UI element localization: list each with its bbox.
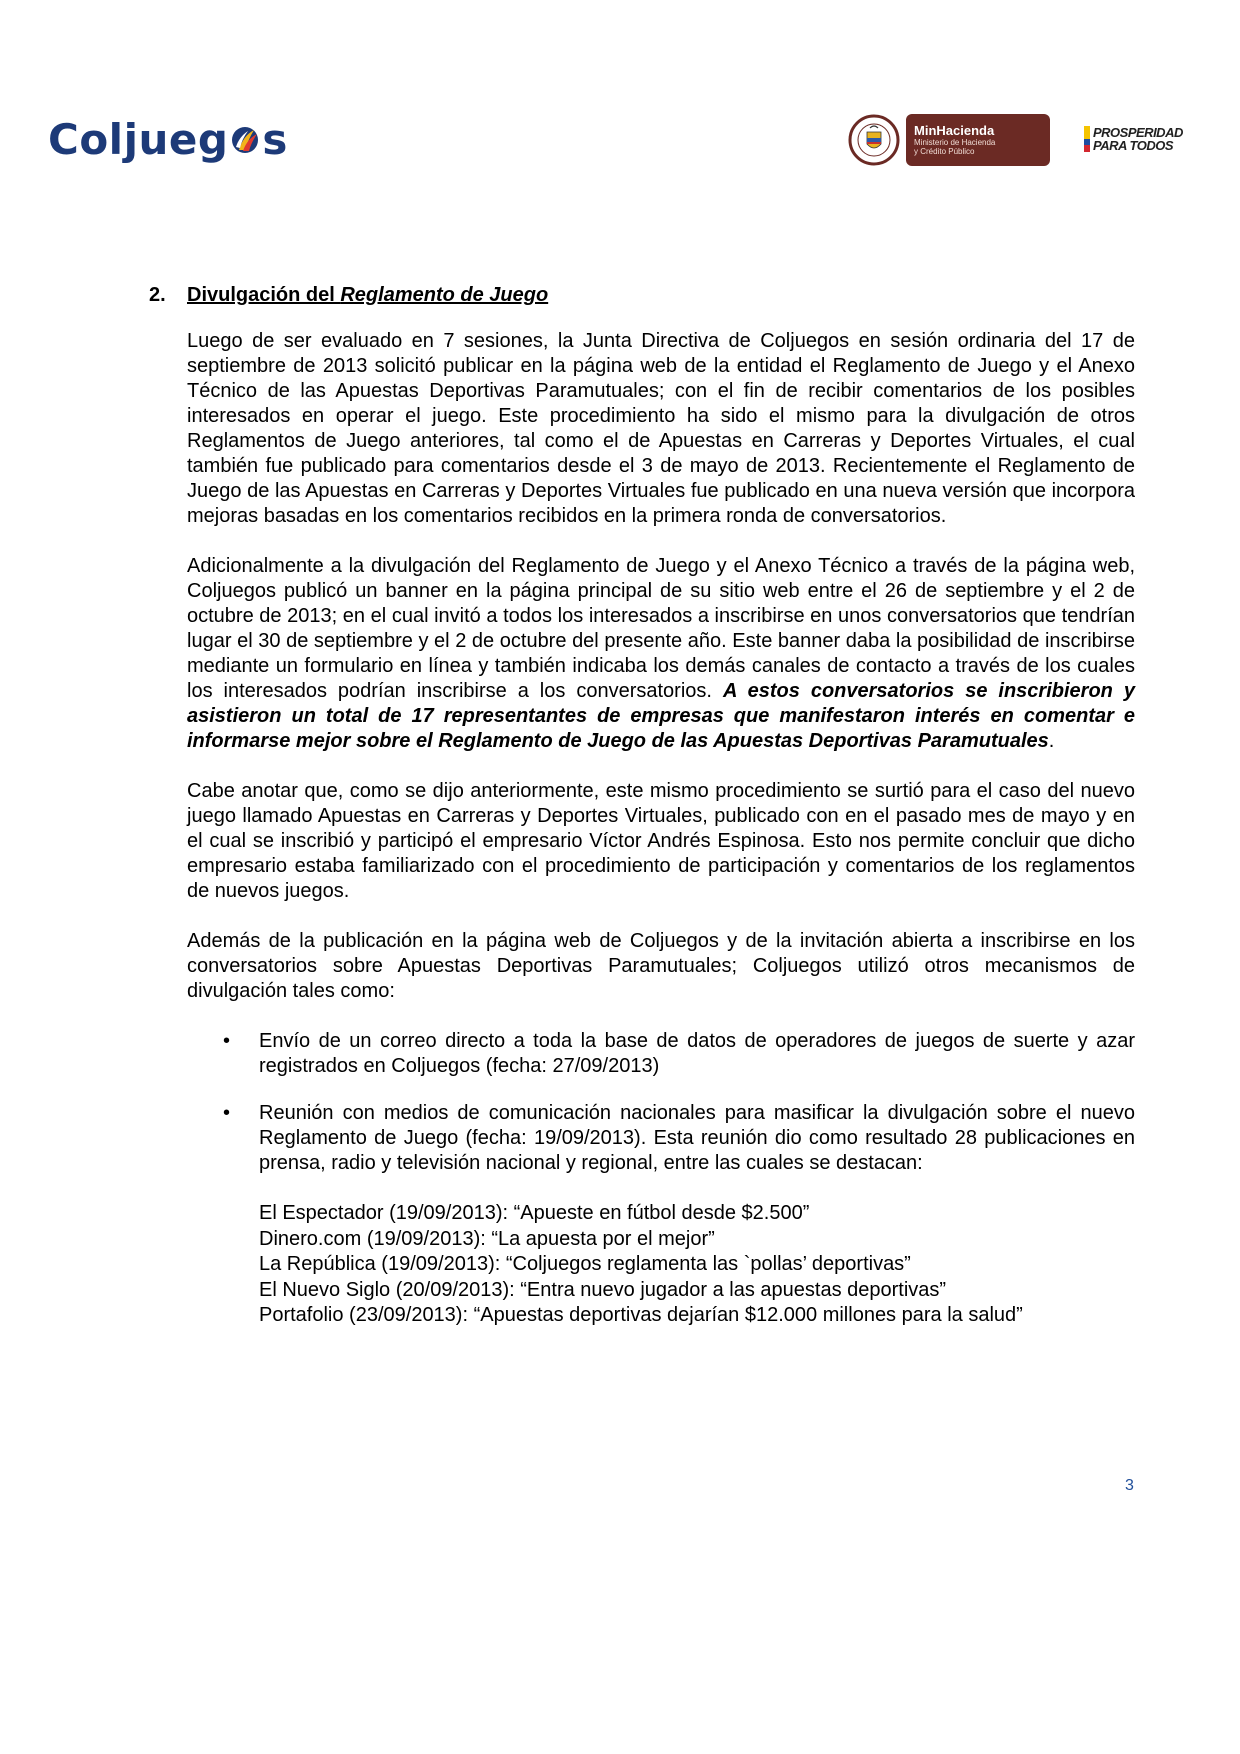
press-item: La República (19/09/2013): “Coljuegos reglamenta las `pollas’ deportivas” — [259, 1253, 911, 1275]
page-number: 3 — [1125, 1477, 1134, 1494]
paragraph-2-text: Adicionalmente a la divulgación del Reglamento de Juego y el Anexo Técnico a través de la página web, Coljuegos publicó un banner en la página principal de su sitio web entre el 26 de septiembre y el 2 de octubre de 2013; en el cual invitó a todos los interesados a inscribirse en unos conversatorios que tendrían lugar el 30 de septiembre y el 2 de octubre del presente año. Este banner daba la posibilidad de inscribirse mediante un formulario en línea y también indicaba los demás canales de contacto a través de los cuales los interesados podrían inscribirse a los conversatorios. — [187, 555, 1135, 702]
paragraph-2 — [187, 554, 1135, 754]
press-item: Portafolio (23/09/2013): “Apuestas deportivas dejarían $12.000 millones para la salud” — [259, 1304, 1023, 1326]
bullet-icon: • — [223, 1102, 231, 1124]
coljuegos-logo-mark-icon — [230, 124, 260, 156]
minhacienda-subtitle-2: y Crédito Público — [914, 147, 975, 156]
prosperidad-line-2: PARA TODOS — [1093, 138, 1173, 153]
bullet-icon: • — [223, 1030, 231, 1052]
press-item: El Espectador (19/09/2013): “Apueste en fútbol desde $2.500” — [259, 1202, 810, 1224]
bullet-list — [187, 1029, 1135, 1329]
minhacienda-subtitle-1: Ministerio de Hacienda — [914, 138, 996, 147]
prosperidad-logo — [1084, 126, 1183, 152]
section-heading — [149, 283, 1135, 308]
list-item — [187, 1029, 1135, 1079]
colombia-flag-icon — [1084, 126, 1090, 152]
section-title-prefix: Divulgación del — [187, 284, 341, 306]
paragraph-4: Además de la publicación en la página web de Coljuegos y de la invitación abierta a inscribirse en los conversatorios sobre Apuestas Deportivas Paramutuales; Coljuegos utilizó otros mecanismos de divulgación tales como: — [187, 930, 1135, 1002]
paragraph-2-emphasis: A estos conversatorios se inscribieron y asistieron un total de 17 representantes de empresas que manifestaron interés en comentar e informarse mejor sobre el Reglamento de Juego de las Apuestas Deportivas Paramutuales — [187, 680, 1135, 752]
press-item: Dinero.com (19/09/2013): “La apuesta por el mejor” — [259, 1227, 715, 1250]
document-body — [149, 283, 1135, 1351]
coljuegos-logo — [48, 112, 288, 168]
minhacienda-box — [906, 114, 1050, 166]
list-item — [187, 1101, 1135, 1329]
paragraph-1: Luego de ser evaluado en 7 sesiones, la Junta Directiva de Coljuegos en sesión ordinaria del 17 de septiembre de 2013 solicitó publicar en la página web de la entidad el Reglamento de Juego y el Anexo Técnico de las Apuestas Deportivas Paramutuales; con el fin de recibir comentarios de los posibles interesados en operar el juego. Este procedimiento ha sido el mismo para la divulgación de otros Reglamentos de Juego anteriores, tal como el de Apuestas en Carreras y Deportes Virtuales, el cual también fue publicado para comentarios desde el 3 de mayo de 2013. Recientemente el Reglamento de Juego de las Apuestas en Carreras y Deportes Virtuales fue publicado en una nueva versión que incorpora mejoras basadas en los comentarios recibidos en la primera ronda de conversatorios. — [187, 330, 1135, 527]
minhacienda-title: MinHacienda — [914, 123, 995, 138]
minhacienda-logo — [848, 114, 1050, 166]
press-list — [259, 1201, 1135, 1329]
paragraph-2-end: . — [1048, 730, 1055, 752]
prosperidad-line-1: PROSPERIDAD — [1093, 125, 1183, 140]
bullet-1-text: Envío de un correo directo a toda la base de datos de operadores de juegos de suerte y azar registrados en Coljuegos (fecha: 27/09/2013) — [259, 1030, 1135, 1077]
section-content — [187, 329, 1135, 1329]
section-number: 2. — [149, 284, 166, 306]
section-title-italic: Reglamento de Juego — [340, 284, 549, 306]
coljuegos-logo-text-left: Coljueg — [48, 115, 229, 164]
paragraph-3: Cabe anotar que, como se dijo anteriormente, este mismo procedimiento se surtió para el caso del nuevo juego llamado Apuestas en Carreras y Deportes Virtuales, publicado con en el pasado mes de mayo y en el cual se inscribió y participó el empresario Víctor Andrés Espinosa. Esto nos permite concluir que dicho empresario estaba familiarizado con el procedimiento de participación y comentarios de los reglamentos de nuevos juegos. — [187, 780, 1135, 902]
coljuegos-logo-text-right: s — [262, 115, 288, 164]
press-item: El Nuevo Siglo (20/09/2013): “Entra nuevo jugador a las apuestas deportivas” — [259, 1278, 947, 1301]
section-title — [187, 283, 548, 308]
colombia-seal-icon — [848, 114, 900, 166]
bullet-2-text: Reunión con medios de comunicación nacionales para masificar la divulgación sobre el nuevo Reglamento de Juego (fecha: 19/09/2013). Esta reunión dio como resultado 28 publicaciones en prensa, radio y televisión nacional y regional, entre las cuales se destacan: — [259, 1102, 1135, 1174]
